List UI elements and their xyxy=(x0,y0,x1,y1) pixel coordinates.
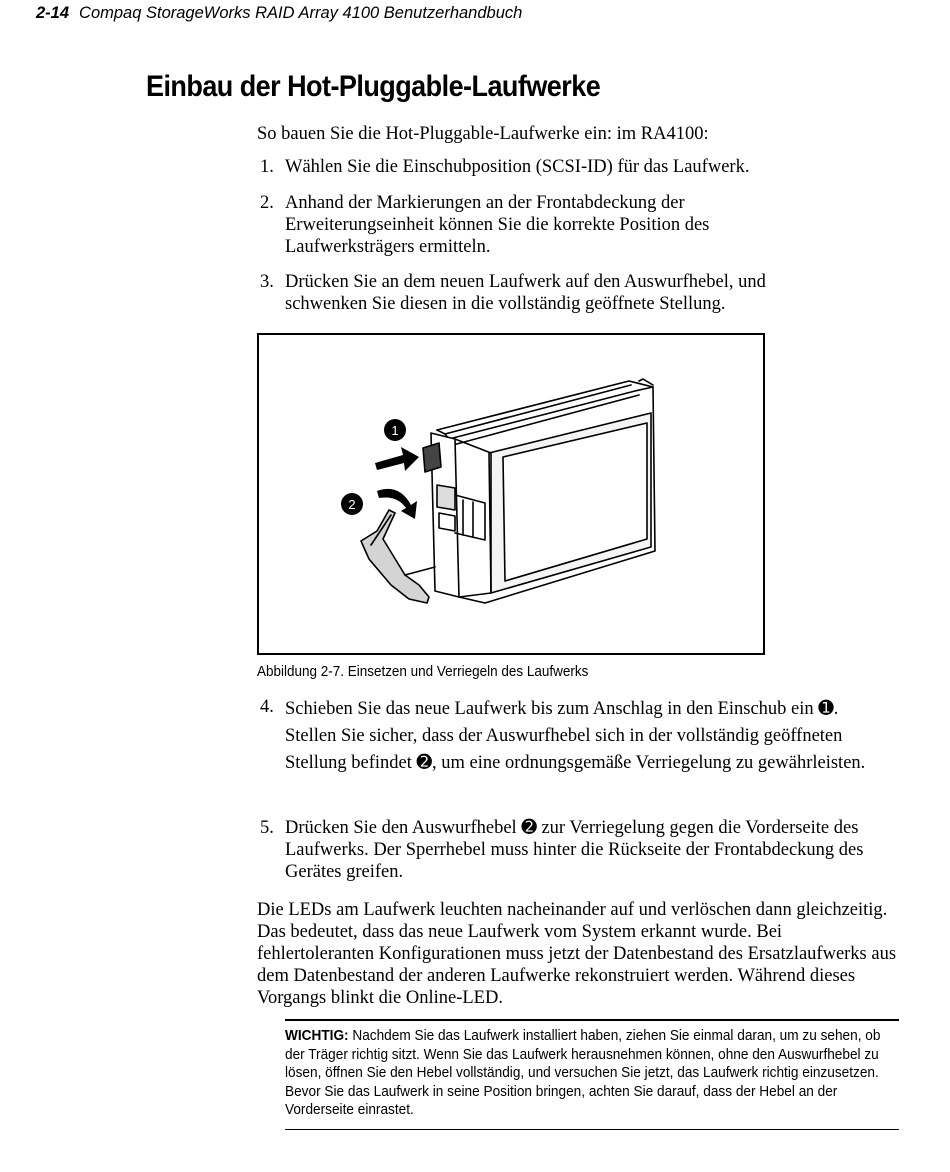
step-3-number: 3. xyxy=(260,272,274,292)
rotate-arrow-icon xyxy=(377,489,417,519)
callout-2 xyxy=(341,493,363,515)
step-4-text: Schieben Sie das neue Laufwerk bis zum Anschlag in den Einschub ein ➊. Stellen Sie sicher, dass der Auswurfhebel sich in der vollständig geöffneten Stellung befindet ➋, um eine ordnungsgemäße Verriegelung zu gewährleisten. xyxy=(285,699,866,773)
step-3 xyxy=(257,271,907,315)
step-5 xyxy=(257,817,907,883)
step-4 xyxy=(257,696,907,777)
page-header xyxy=(36,4,522,23)
step-1-number: 1. xyxy=(260,157,274,177)
svg-text:1: 1 xyxy=(391,423,399,438)
step-3-text: Drücken Sie an dem neuen Laufwerk auf den Auswurfhebel, und schwenken Sie diesen in die vollständig geöffnete Stellung. xyxy=(285,272,766,314)
step-5-number: 5. xyxy=(260,818,274,838)
figure-caption: Abbildung 2-7. Einsetzen und Verriegeln des Laufwerks xyxy=(257,664,589,680)
important-note xyxy=(285,1019,899,1130)
svg-text:2: 2 xyxy=(348,497,356,512)
step-4-number: 4. xyxy=(260,697,274,717)
page-number: 2-14 xyxy=(36,4,70,22)
note-label: WICHTIG: xyxy=(285,1028,349,1044)
push-arrow-icon xyxy=(375,447,419,471)
step-1-text: Wählen Sie die Einschubposition (SCSI-ID) für das Laufwerk. xyxy=(285,157,750,177)
step-5-text: Drücken Sie den Auswurfhebel ➋ zur Verriegelung gegen die Vorderseite des Laufwerks. Der Sperrhebel muss hinter die Rückseite der Frontabdeckung des Gerätes greifen. xyxy=(285,818,864,882)
body-paragraph: Die LEDs am Laufwerk leuchten nacheinander auf und verlöschen dann gleichzeitig. Das bedeutet, dass das neue Laufwerk vom System erkannt wurde. Bei fehlertoleranten Konfigurationen muss jetzt der Datenbestand des Ersatzlaufwerks aus dem Datenbestand der anderen Laufwerke rekonstruiert werden. Während dieses Vorgangs blinkt die Online-LED. xyxy=(257,900,897,1008)
step-2 xyxy=(257,192,907,258)
figure-drive-insertion xyxy=(257,333,765,655)
step-2-number: 2. xyxy=(260,193,274,213)
callout-1 xyxy=(384,419,406,441)
section-title: Einbau der Hot-Pluggable-Laufwerke xyxy=(146,70,601,103)
step-2-text: Anhand der Markierungen an der Frontabdeckung der Erweiterungseinheit können Sie die korrekte Position des Laufwerksträgers ermitteln. xyxy=(285,193,710,257)
drive-illustration xyxy=(259,335,763,653)
book-title: Compaq StorageWorks RAID Array 4100 Benutzerhandbuch xyxy=(79,4,523,22)
intro-text: So bauen Sie die Hot-Pluggable-Laufwerke ein: im RA4100: xyxy=(257,124,709,144)
step-1 xyxy=(257,156,907,178)
note-text: Nachdem Sie das Laufwerk installiert haben, ziehen Sie einmal daran, um zu sehen, ob der Träger richtig sitzt. Wenn Sie das Laufwerk herausnehmen können, ohne den Auswurfhebel zu lösen, öffnen Sie den Hebel vollständig, und versuchen Sie jetzt, das Laufwerk richtig einzusetzen. Bevor Sie das Laufwerk in seine Position bringen, achten Sie darauf, dass der Hebel an der Vorderseite einrastet. xyxy=(285,1028,881,1118)
